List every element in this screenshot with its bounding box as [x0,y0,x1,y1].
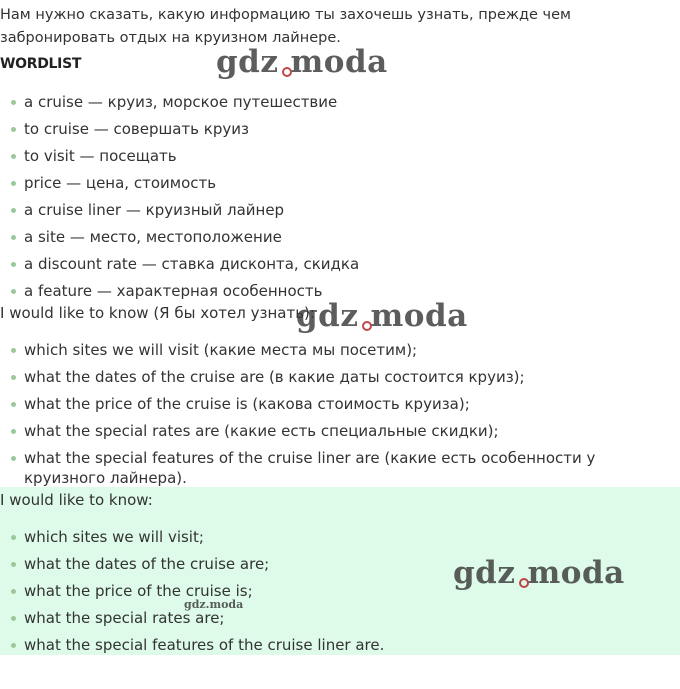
list-item: what the special features of the cruise liner are (какие есть особенности у круизного лайнера). [0,445,664,488]
answer-lead: I would like to know: [0,491,153,509]
watermark-dot-icon [282,67,292,77]
bullet-icon [11,100,16,105]
bullet-icon [11,348,16,353]
watermark: gdz moda [453,555,625,591]
list-item: a site — место, местоположение [0,224,359,251]
wordlist-heading: WORDLIST [0,56,82,72]
list-item: a cruise — круиз, морское путешествие [0,89,359,116]
bullet-icon [11,208,16,213]
list-item: what the dates of the cruise are; [0,551,384,578]
list-item: to visit — посещать [0,143,359,170]
bullet-icon [11,643,16,648]
bullet-icon [11,262,16,267]
list-item: a discount rate — ставка дисконта, скидка [0,251,359,278]
list-item: which sites we will visit; [0,524,384,551]
list-item: what the special features of the cruise liner are. [0,632,384,659]
list-item: what the price of the cruise is; [0,578,384,605]
bullet-icon [11,589,16,594]
bullet-icon [11,535,16,540]
translation-lead: I would like to know (Я бы хотел узнать): [0,304,315,322]
answer-list [0,524,384,659]
bullet-icon [11,429,16,434]
list-item: what the special rates are; [0,605,384,632]
watermark-dot-icon [362,321,372,331]
bullet-icon [11,181,16,186]
bullet-icon [11,456,16,461]
bullet-icon [11,235,16,240]
list-item: which sites we will visit (какие места мы посетим); [0,337,664,364]
list-item: a feature — характерная особенность [0,278,359,305]
watermark: gdz moda [216,44,388,80]
translation-list [0,337,664,488]
list-item: a cruise liner — круизный лайнер [0,197,359,224]
wordlist [0,89,359,305]
watermark-dot-icon [519,578,529,588]
list-item: to cruise — совершать круиз [0,116,359,143]
bullet-icon [11,562,16,567]
bullet-icon [11,375,16,380]
list-item: what the price of the cruise is (какова стоимость круиза); [0,391,664,418]
bullet-icon [11,289,16,294]
watermark-small: gdz.moda [184,598,244,611]
bullet-icon [11,616,16,621]
list-item: what the dates of the cruise are (в какие даты состоится круиз); [0,364,664,391]
intro-paragraph: Нам нужно сказать, какую информацию ты захочешь узнать, прежде чем забронировать отдых на круизном лайнере. [0,7,571,46]
list-item: price — цена, стоимость [0,170,359,197]
list-item: what the special rates are (какие есть специальные скидки); [0,418,664,445]
watermark: gdz moda [296,298,468,334]
bullet-icon [11,154,16,159]
bullet-icon [11,127,16,132]
bullet-icon [11,402,16,407]
